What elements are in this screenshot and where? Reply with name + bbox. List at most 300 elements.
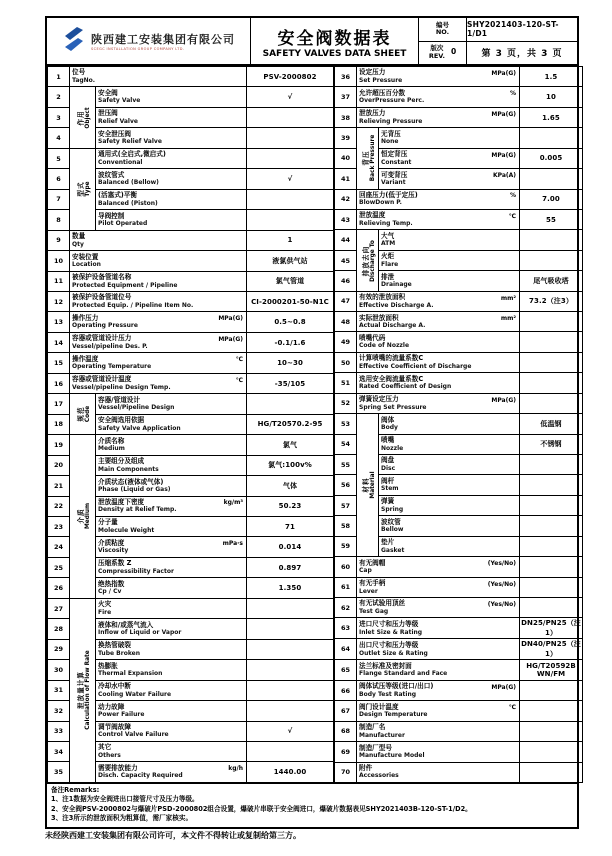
row-number: 21 (48, 476, 70, 496)
row-value (520, 701, 583, 721)
row-label (70, 353, 247, 373)
spec-row (48, 332, 334, 352)
row-value (520, 557, 583, 577)
row-value (520, 536, 583, 556)
row-label-en: Design Temperature (359, 711, 428, 719)
row-unit: mPa·s (222, 540, 243, 548)
row-label (357, 107, 520, 127)
row-label (357, 291, 520, 311)
row-label-en: Spring Set Pressure (359, 403, 427, 411)
spec-row (335, 209, 583, 229)
row-label (70, 251, 247, 271)
spec-row (335, 189, 583, 209)
row-unit: KPa(A) (492, 172, 517, 180)
row-label (357, 373, 520, 393)
row-value (247, 598, 334, 618)
row-number: 70 (335, 762, 357, 782)
row-label-en: Stem (381, 485, 399, 493)
row-label (357, 762, 520, 782)
group-label (357, 128, 379, 189)
spec-row (48, 394, 334, 414)
row-value (520, 373, 583, 393)
sheet-title-cn: 安全阀数据表 (277, 28, 392, 49)
row-number: 42 (335, 189, 357, 209)
row-number: 35 (48, 762, 70, 783)
spec-row (48, 271, 334, 291)
spec-row (335, 618, 583, 639)
spec-row (335, 312, 583, 332)
row-label (357, 352, 520, 372)
row-unit: MPa(G) (491, 151, 517, 159)
row-value (520, 455, 583, 475)
spec-row (48, 353, 334, 373)
group-label-en: Type (84, 181, 91, 197)
group-label (357, 230, 379, 291)
rev-value: 0 (450, 47, 457, 57)
row-value: 1.350 (247, 578, 334, 598)
row-label (357, 639, 520, 660)
row-label-en: Code of Nozzle (359, 342, 410, 350)
row-value (247, 148, 334, 168)
doc-number-block (419, 18, 577, 64)
row-number: 62 (335, 597, 357, 617)
row-label-en: Manufacturer (359, 731, 405, 739)
row-value (247, 210, 334, 230)
row-label-cn: 容器/管道设计 (98, 395, 140, 404)
row-value (247, 189, 334, 209)
row-value: 7.00 (520, 189, 583, 209)
row-value (520, 128, 583, 148)
row-label-en: Others (98, 751, 121, 759)
group-label-cn: 介质 (76, 508, 85, 525)
row-number: 46 (335, 271, 357, 291)
row-label-cn: 波纹管式 (98, 170, 125, 179)
row-label-cn: 泄放温度下密度 (98, 497, 145, 506)
row-label (379, 169, 520, 189)
row-label-en: Protected Equip. / Pipeline Item No. (72, 301, 194, 309)
row-value: 氯气:100v% (247, 455, 334, 475)
row-label (96, 496, 247, 516)
row-label-cn: 容器或管道设计温度 (72, 375, 132, 384)
row-label-en: Accessories (359, 772, 399, 780)
row-label-en: Location (72, 261, 101, 269)
spec-row (48, 435, 334, 455)
row-number: 50 (335, 352, 357, 372)
row-label-en: Spring (381, 505, 404, 513)
row-label-en: Test Gag (359, 607, 389, 615)
row-value (520, 597, 583, 617)
row-unit: ℃ (508, 212, 517, 220)
row-label-cn: 压缩系数 Z (98, 559, 132, 568)
row-number: 53 (335, 414, 357, 434)
row-value: DN25/PN25（注1） (521, 619, 581, 638)
row-label (379, 128, 520, 148)
row-label-cn: 其它 (98, 743, 112, 752)
row-value (247, 639, 334, 659)
row-value: 1440.00 (247, 762, 334, 783)
row-label-cn: 有无阀帽 (359, 558, 386, 567)
row-label (96, 762, 247, 783)
row-label-cn: 选用安全阀流量系数C (359, 374, 424, 383)
company-block (47, 18, 251, 64)
group-label-cn: 排放去向 (361, 245, 370, 276)
row-number: 38 (335, 107, 357, 127)
row-number: 10 (48, 251, 70, 271)
row-label-en: Vessel/pipeline Des. P. (72, 342, 148, 350)
sheet-frame (45, 16, 579, 829)
row-value (520, 352, 583, 372)
row-value (247, 619, 334, 639)
row-label (357, 618, 520, 639)
sheet-title-en: SAFETY VALVES DATA SHEET (262, 48, 407, 59)
row-label-cn: 液体和/或蒸气流入 (98, 620, 154, 629)
row-label (379, 475, 520, 495)
row-number: 15 (48, 353, 70, 373)
spec-row (335, 660, 583, 680)
row-value (520, 762, 583, 782)
group-label-cn: 作用 (76, 110, 85, 126)
row-value: 0.014 (247, 537, 334, 557)
spec-row (335, 87, 583, 107)
row-number: 7 (48, 189, 70, 209)
row-value: DN40/PN25（注1） (521, 640, 581, 659)
row-label (357, 680, 520, 700)
row-label (96, 701, 247, 721)
row-label-cn: 泄放压力 (359, 109, 386, 118)
row-label-cn: 无背压 (381, 129, 401, 138)
row-label (96, 537, 247, 557)
row-label-cn: 阀体试压等级(进口/出口) (359, 682, 434, 691)
spec-row (335, 414, 583, 434)
row-number: 16 (48, 373, 70, 393)
row-value (247, 680, 334, 700)
rev-row (419, 42, 577, 65)
row-label-en: Outlet Size & Rating (359, 649, 428, 657)
row-label-cn: 有效的泄放面积 (359, 293, 406, 302)
row-unit: (Yes/No) (487, 580, 517, 588)
row-value (520, 250, 583, 270)
row-label (379, 148, 520, 168)
row-label (70, 312, 247, 332)
row-value: 氯气 (247, 435, 334, 455)
group-label-cn: 材料 (361, 477, 370, 493)
row-value (520, 742, 583, 762)
doc-no-label (419, 18, 467, 41)
rev-label (419, 42, 467, 65)
row-unit: mm² (500, 315, 517, 323)
spec-row (335, 373, 583, 393)
company-name-en: SCEGC INSTALLATION GROUP COMPANY LTD. (91, 47, 185, 51)
row-number: 40 (335, 148, 357, 168)
row-value (247, 660, 334, 680)
row-label-cn: 回座压力(低于定压) (359, 190, 418, 199)
spec-row (48, 67, 334, 87)
row-label-en: Constant (381, 158, 412, 166)
row-label-cn: 波纹管 (381, 517, 401, 526)
row-label-en: Manufacture Model (359, 752, 425, 760)
row-value (520, 495, 583, 515)
page-number: 第 3 页，共 3 页 (481, 49, 563, 60)
row-label-cn: 冷却水中断 (98, 682, 131, 691)
row-label-en: Effective Discharge A. (359, 301, 434, 309)
row-label-cn: 安全阀选用依据 (98, 416, 145, 425)
row-label-en: Cap (359, 567, 372, 575)
row-label-en: Relieving Temp. (359, 219, 413, 227)
remark-line-1: 1、注1数据为安全阀进出口接管尺寸及压力等级。 (51, 795, 199, 804)
row-value: 气体 (247, 476, 334, 496)
row-label-cn: 实际泄放面积 (359, 313, 399, 322)
row-value: 10~30 (247, 353, 334, 373)
spec-row (335, 597, 583, 617)
row-label-cn: 通用式(全启式,微启式) (98, 150, 166, 159)
row-label (96, 210, 247, 230)
row-number: 66 (335, 680, 357, 700)
row-label-cn: 热膨胀 (98, 661, 118, 670)
row-number: 14 (48, 332, 70, 352)
row-label-cn: 换热管破裂 (98, 641, 131, 650)
row-label (96, 619, 247, 639)
row-label (96, 414, 247, 434)
row-label-cn: 调节阀故障 (98, 722, 131, 731)
group-label-en: Medium (84, 503, 91, 530)
row-unit: kg/h (228, 765, 243, 773)
row-unit: MPa(G) (491, 683, 517, 691)
row-label-en: Cp / Cv (98, 588, 122, 596)
row-label (357, 209, 520, 229)
row-label-cn: 阀门设计温度 (359, 702, 399, 711)
row-number: 30 (48, 660, 70, 680)
spec-row (335, 230, 583, 250)
row-value: √ (247, 721, 334, 741)
confidentiality-notice: 未经陕西建工安装集团有限公司许可，本文件不得转让或复制给第三方。 (45, 831, 301, 840)
row-label-cn: 可变背压 (381, 170, 408, 179)
row-label (357, 660, 520, 680)
row-number: 17 (48, 394, 70, 414)
row-number: 31 (48, 680, 70, 700)
row-unit: ℃ (235, 356, 243, 364)
row-value: 低温钢 (520, 414, 583, 434)
row-number: 18 (48, 414, 70, 434)
row-label-cn: 附件 (359, 763, 373, 772)
row-label (357, 701, 520, 721)
row-label (357, 393, 520, 413)
spec-row (335, 291, 583, 311)
sheet-title (251, 18, 419, 64)
row-label-cn: 介质名称 (98, 436, 125, 445)
row-number: 52 (335, 393, 357, 413)
row-number: 8 (48, 210, 70, 230)
row-label-en: Operating Pressure (72, 322, 138, 330)
row-label-cn: 大气 (381, 231, 395, 240)
row-label-en: Inlet Size & Rating (359, 628, 423, 636)
row-label-cn: 计算喷嘴的流量系数C (359, 354, 424, 363)
row-value (247, 128, 334, 148)
row-label (96, 516, 247, 536)
row-label (357, 577, 520, 597)
row-value (520, 332, 583, 352)
row-value: 1.65 (520, 107, 583, 127)
row-number: 24 (48, 537, 70, 557)
row-label-cn: 主要组分及组成 (98, 457, 145, 466)
row-label-cn: 容器或管道设计压力 (72, 334, 132, 343)
remark-line-3: 3、注3所示的泄放面积为粗算值，需厂家核实。 (51, 814, 193, 823)
row-label (96, 128, 247, 148)
group-label (70, 598, 96, 782)
row-label-cn: 安全阀 (98, 88, 118, 97)
group-label (357, 414, 379, 557)
spec-row (335, 128, 583, 148)
group-label-cn: 背压 (361, 150, 370, 166)
row-label-en: Operating Temperature (72, 363, 152, 371)
row-value (520, 721, 583, 741)
row-number: 49 (335, 332, 357, 352)
spec-row (48, 598, 334, 618)
row-label-cn: 弹簧设定压力 (359, 395, 399, 404)
row-number: 37 (335, 87, 357, 107)
spec-row (335, 393, 583, 413)
row-label-cn: 有无手柄 (359, 579, 386, 587)
row-label-en: Protected Equipment / Pipeline (72, 281, 178, 289)
row-label-cn: 操作压力 (72, 313, 99, 322)
row-label (379, 230, 520, 250)
row-unit: ℃ (235, 376, 243, 384)
row-label-en: Flange Standard and Face (359, 670, 448, 678)
row-label (357, 332, 520, 352)
row-number: 4 (48, 128, 70, 148)
group-label-en: Code (84, 406, 91, 423)
row-label-en: Fire (98, 608, 112, 616)
row-label-en: Phase (Liquid or Gas) (98, 486, 171, 494)
row-label-cn: (活塞式)平衡 (98, 191, 137, 200)
row-label-cn: 火炬 (381, 252, 395, 261)
row-label-en: Actual Discharge A. (359, 322, 426, 330)
row-label-cn: 介质粘度 (98, 538, 125, 547)
row-value: 10 (520, 87, 583, 107)
row-value (247, 394, 334, 414)
row-value: 0.5~0.8 (247, 312, 334, 332)
spec-row (335, 762, 583, 782)
spec-row (48, 230, 334, 250)
row-unit: % (510, 192, 517, 200)
row-number: 61 (335, 577, 357, 597)
row-value (520, 393, 583, 413)
row-number: 45 (335, 250, 357, 270)
group-label-en: Discharge To (369, 239, 376, 282)
row-label-cn: 火灾 (98, 600, 112, 609)
row-label-en: Rated Coefficient of Design (359, 383, 452, 391)
row-label (96, 169, 247, 189)
row-number: 20 (48, 455, 70, 475)
group-label-en: Object (84, 107, 91, 129)
row-label (96, 660, 247, 680)
row-label (96, 394, 247, 414)
row-label (96, 721, 247, 741)
row-label-en: Compressibility Factor (98, 567, 174, 575)
row-number: 23 (48, 516, 70, 536)
company-logo-icon (62, 26, 86, 56)
row-label (357, 721, 520, 741)
doc-no-label-cn: 编号 (436, 20, 449, 29)
row-number: 54 (335, 434, 357, 454)
group-label-cn: 型式 (76, 181, 85, 197)
row-label-en: Gasket (381, 546, 405, 554)
row-label-cn: 制造厂名 (359, 723, 386, 732)
row-number: 33 (48, 721, 70, 741)
group-label-en: Material (369, 471, 376, 499)
row-number: 59 (335, 536, 357, 556)
row-label (96, 741, 247, 761)
spec-row (335, 721, 583, 741)
row-number: 13 (48, 312, 70, 332)
row-label (96, 557, 247, 577)
row-number: 11 (48, 271, 70, 291)
spec-row (48, 291, 334, 311)
remarks-title: 备注Remarks: (51, 785, 100, 794)
spec-row (335, 352, 583, 372)
row-number: 9 (48, 230, 70, 250)
row-label (96, 680, 247, 700)
row-label-en: Disc (381, 464, 396, 472)
row-label (96, 476, 247, 496)
row-label-cn: 介质状态(液体或气体) (98, 477, 164, 486)
row-unit: % (510, 90, 517, 98)
row-value: -0.1/1.6 (247, 332, 334, 352)
row-label (379, 536, 520, 556)
row-label (96, 107, 247, 127)
row-value: 55 (520, 209, 583, 229)
row-label-en: Nozzle (381, 444, 404, 452)
row-value (247, 741, 334, 761)
row-label-en: Effective Coefficient of Discharge (359, 362, 472, 370)
row-label (379, 434, 520, 454)
row-number: 25 (48, 557, 70, 577)
row-unit: (Yes/No) (487, 560, 517, 568)
row-label-en: Conventional (98, 158, 143, 166)
row-label (96, 455, 247, 475)
row-number: 55 (335, 455, 357, 475)
spec-row (335, 557, 583, 577)
row-label (96, 598, 247, 618)
row-number: 5 (48, 148, 70, 168)
row-label-cn: 被保护设备管道名称 (72, 273, 132, 281)
rev-label-lines (429, 45, 445, 60)
row-value (520, 516, 583, 536)
row-value: 1 (247, 230, 334, 250)
spec-row (335, 680, 583, 700)
row-label-en: Inflow of Liquid or Vapor (98, 629, 182, 637)
row-label-cn: 阀体 (381, 415, 395, 424)
row-value: 71 (247, 516, 334, 536)
row-label-cn: 泄放温度 (359, 211, 386, 220)
row-label (379, 414, 520, 434)
row-label-cn: 需要排放能力 (98, 763, 138, 772)
row-label-en: Drainage (381, 281, 412, 289)
row-label (379, 455, 520, 475)
row-label-en: Lever (359, 587, 378, 595)
row-value: 液氯供气站 (247, 251, 334, 271)
row-number: 44 (335, 230, 357, 250)
row-label-cn: 阀盘 (381, 456, 395, 465)
row-label-en: Vessel/pipeline Design Temp. (72, 383, 171, 391)
row-label (96, 189, 247, 209)
row-value: 1.5 (520, 67, 583, 87)
row-label-en: Relief Valve (98, 117, 138, 125)
row-unit: MPa(G) (218, 315, 243, 323)
row-number: 47 (335, 291, 357, 311)
row-unit: MPa(G) (218, 335, 243, 343)
row-label (70, 230, 247, 250)
row-unit: mm² (500, 294, 517, 302)
